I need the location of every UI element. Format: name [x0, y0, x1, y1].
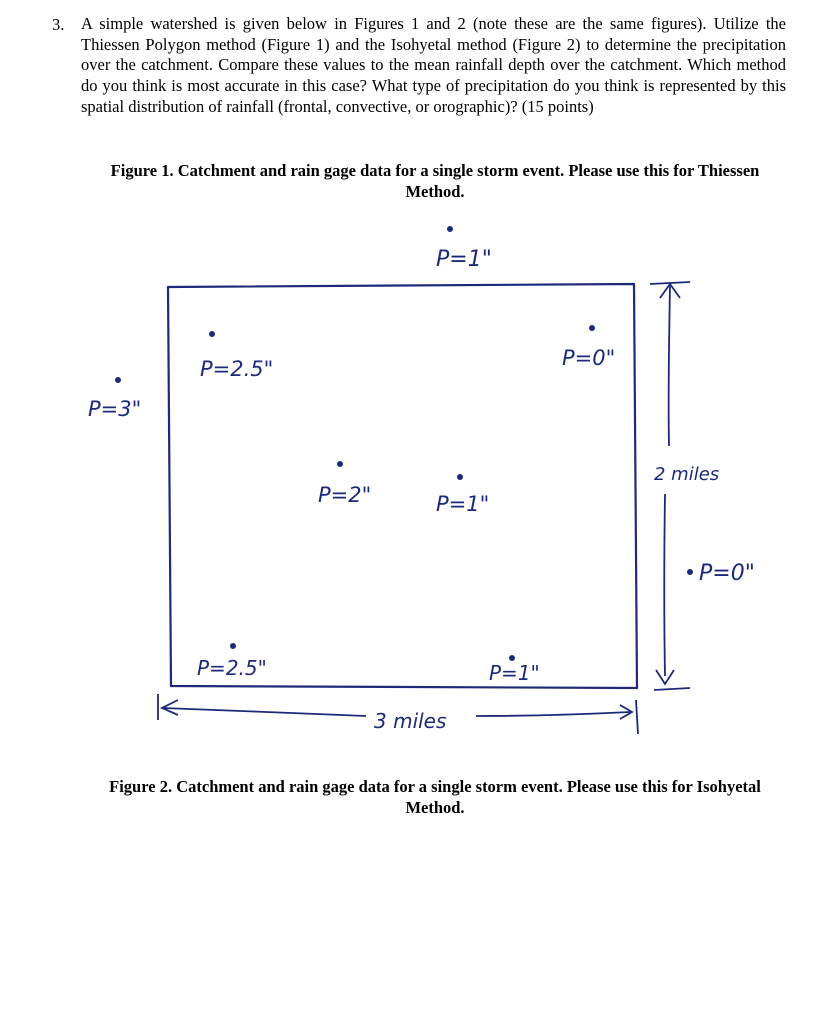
watershed-sketch: [0, 200, 824, 760]
rain-gage: [436, 474, 489, 516]
gage-label: P=2": [318, 483, 372, 507]
gage-label: P=3": [88, 397, 142, 421]
gage-label: P=2.5": [197, 656, 267, 680]
rain-gage: [197, 643, 267, 680]
gage-label: P=1": [436, 492, 490, 516]
question-number: 3.: [52, 15, 65, 34]
figure2-caption: Figure 2. Catchment and rain gage data for a single storm event. Please use this for Isohyetal Method.: [109, 777, 761, 817]
gage-label: P=2.5": [200, 357, 274, 381]
width-dimension: [158, 694, 638, 734]
question-text: A simple watershed is given below in Figures 1 and 2 (note these are the same figures). Utilize the Thiessen Polygon method (Figure 1) and the Isohyetal method (Figure 2) to determine the precipitation over the catchment. Compare these values to the mean rainfall depth over the catchment. Which method do you think is most accurate in this case? What type of precipitation do you think is represented by this spatial distribution of rainfall (frontal, convective, or orographic)? (15 points): [81, 14, 786, 116]
catchment-boundary: [168, 284, 637, 688]
gage-label: P=0": [699, 561, 755, 586]
figure1-caption: Figure 1. Catchment and rain gage data for a single storm event. Please use this for Thiessen Method.: [110, 161, 760, 201]
rain-gage: [318, 461, 371, 507]
rain-gage: [687, 561, 755, 586]
gage-label: P=1": [489, 661, 540, 685]
height-label: 2 miles: [654, 464, 720, 485]
height-dimension: [650, 282, 719, 690]
rain-gage: [436, 226, 492, 272]
gage-label: P=0": [562, 346, 616, 370]
rain-gage: [200, 331, 273, 381]
rain-gage: [88, 377, 141, 421]
gage-label: P=1": [436, 247, 492, 272]
width-label: 3 miles: [374, 709, 447, 733]
rain-gage: [489, 655, 540, 685]
rain-gage: [562, 325, 615, 370]
